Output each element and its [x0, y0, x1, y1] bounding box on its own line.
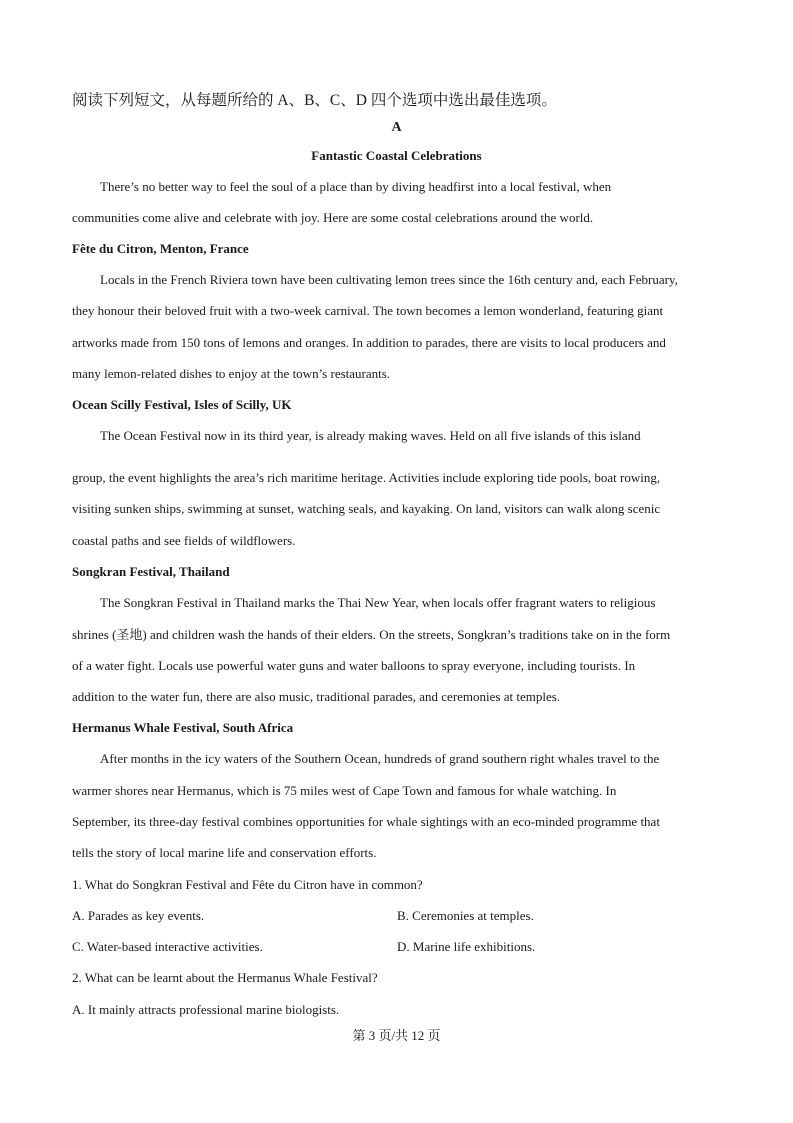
paragraph-line: they honour their beloved fruit with a two-week carnival. The town becomes a lemon wonderland, featuring giant: [72, 303, 664, 318]
paragraph-line: coastal paths and see fields of wildflowers.: [72, 533, 296, 548]
paragraph-line: artworks made from 150 tons of lemons and oranges. In addition to parades, there are visits to local producers and: [72, 335, 666, 350]
question-stem: 1. What do Songkran Festival and Fête du Citron have in common?: [72, 877, 423, 892]
paragraph-line: September, its three-day festival combines opportunities for whale sightings with an eco-minded programme that: [72, 814, 660, 829]
paragraph-line: shrines (圣地) and children wash the hands of their elders. On the streets, Songkran’s traditions take on in the form: [72, 627, 671, 642]
page-number-footer: 第 3 页/共 12 页: [352, 1028, 441, 1043]
answer-option: B. Ceremonies at temples.: [397, 908, 534, 923]
question-stem: 2. What can be learnt about the Hermanus Whale Festival?: [72, 970, 378, 985]
paragraph-line: The Songkran Festival in Thailand marks the Thai New Year, when locals offer fragrant waters to religious: [100, 595, 656, 610]
section-heading: Fête du Citron, Menton, France: [72, 241, 249, 256]
paragraph-line: After months in the icy waters of the Southern Ocean, hundreds of grand southern right whales travel to the: [100, 751, 660, 766]
passage-title: Fantastic Coastal Celebrations: [311, 148, 482, 163]
answer-option: A. Parades as key events.: [72, 908, 205, 923]
paragraph-line: warmer shores near Hermanus, which is 75 miles west of Cape Town and famous for whale watching. In: [72, 783, 617, 798]
answer-option: A. It mainly attracts professional marine biologists.: [72, 1002, 340, 1017]
answer-option: D. Marine life exhibitions.: [397, 939, 536, 954]
intro-line: communities come alive and celebrate with joy. Here are some costal celebrations around the world.: [72, 210, 594, 225]
section-heading: Songkran Festival, Thailand: [72, 564, 230, 579]
section-label: A: [391, 120, 402, 135]
intro-line: There’s no better way to feel the soul of a place than by diving headfirst into a local festival, when: [100, 179, 612, 194]
paragraph-line: addition to the water fun, there are also music, traditional parades, and ceremonies at temples.: [72, 689, 561, 704]
paragraph-line: The Ocean Festival now in its third year, is already making waves. Held on all five islands of this island: [100, 428, 641, 443]
paragraph-line: visiting sunken ships, swimming at sunset, watching seals, and kayaking. On land, visitors can walk along scenic: [72, 501, 661, 516]
instruction-text: 阅读下列短文，从每题所给的 A、B、C、D 四个选项中选出最佳选项。: [72, 92, 557, 109]
answer-option: C. Water-based interactive activities.: [72, 939, 263, 954]
section-heading: Ocean Scilly Festival, Isles of Scilly, UK: [72, 397, 292, 412]
paragraph-line: Locals in the French Riviera town have been cultivating lemon trees since the 16th century and, each February,: [100, 272, 678, 287]
paragraph-line: many lemon-related dishes to enjoy at the town’s restaurants.: [72, 366, 391, 381]
paragraph-line: group, the event highlights the area’s rich maritime heritage. Activities include exploring tide pools, boat rowing,: [72, 470, 661, 485]
paragraph-line: of a water fight. Locals use powerful water guns and water balloons to spray everyone, including tourists. In: [72, 658, 636, 673]
paragraph-line: tells the story of local marine life and conservation efforts.: [72, 845, 377, 860]
section-heading: Hermanus Whale Festival, South Africa: [72, 720, 294, 735]
